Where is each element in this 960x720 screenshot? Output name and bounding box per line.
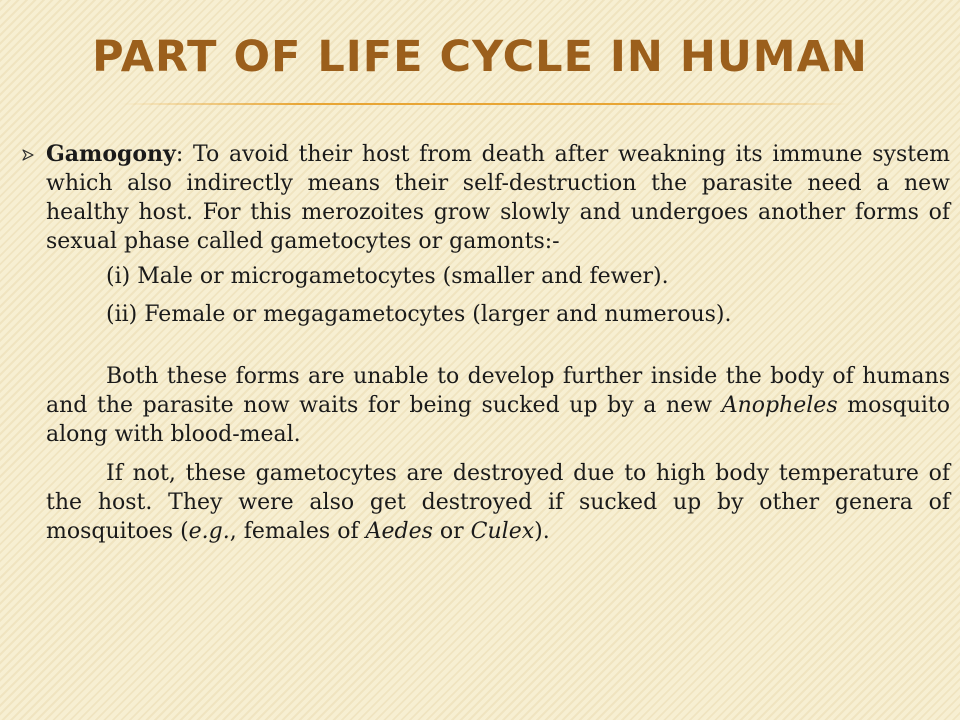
- gamogony-term: Gamogony: [46, 141, 176, 167]
- destroyed-text-mid: , females of: [229, 519, 366, 544]
- forms-text: Both these forms are unable to develop further inside the body of humans and the parasite now waits for being sucked up by a new: [46, 364, 950, 418]
- slide-body: [46, 140, 950, 546]
- destroyed-text-end: ).: [534, 519, 550, 544]
- list-item: (i) Male or microgametocytes (smaller and fewer).: [106, 264, 669, 289]
- bullet-item: [46, 140, 950, 256]
- destroyed-text-or: or: [432, 519, 471, 544]
- forms-paragraph: [46, 362, 950, 449]
- list-item: (ii) Female or megagametocytes (larger and numerous).: [106, 302, 732, 327]
- anopheles-term: Anopheles: [721, 393, 838, 418]
- slide-title: PART OF LIFE CYCLE IN HUMAN: [92, 32, 868, 82]
- eg-abbrev: e.g.: [188, 519, 230, 544]
- forms-text-end: mosquito along with blood-meal.: [46, 393, 951, 447]
- gametocyte-list: [46, 262, 950, 329]
- gamogony-text: : To avoid their host from death after weakning its immune system which also indirectly means their self-destruction the parasite need a new healthy host. For this merozoites grow slowly and undergoes another forms of sexual phase called gametocytes or gamonts:-: [46, 142, 950, 254]
- arrow-bullet-icon: [22, 140, 36, 169]
- destroyed-paragraph: [46, 459, 950, 546]
- destroyed-text: If not, these gametocytes are destroyed due to high body temperature of the host. They were also get destroyed if sucked up by other genera of mosquitoes (: [46, 461, 950, 544]
- title-divider: [120, 103, 850, 105]
- gamogony-paragraph: [46, 140, 950, 256]
- aedes-term: Aedes: [365, 519, 433, 544]
- culex-term: Culex: [470, 519, 535, 544]
